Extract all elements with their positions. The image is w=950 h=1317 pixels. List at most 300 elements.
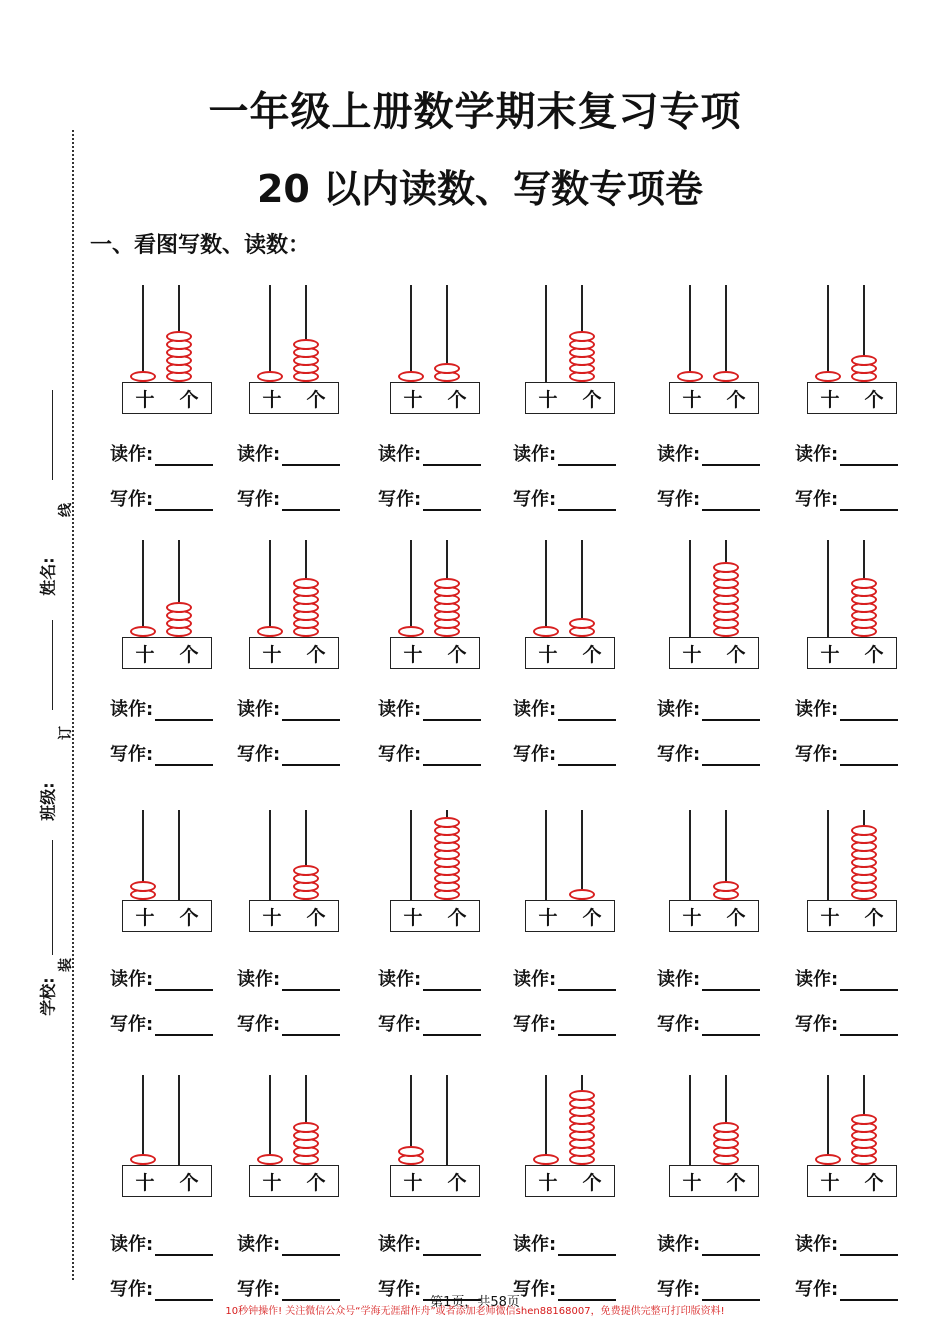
write-label: 写作: (378, 1279, 422, 1300)
abacus-item (237, 1075, 355, 1315)
ones-label: 个 (306, 643, 326, 666)
read-answer-blank[interactable] (840, 701, 898, 721)
read-line (795, 965, 898, 991)
write-answer-blank[interactable] (840, 491, 898, 511)
abacus (657, 810, 775, 950)
read-label: 读作: (513, 699, 557, 720)
abacus-item (378, 810, 496, 1050)
tens-label: 十 (682, 906, 702, 929)
tens-rod (689, 1075, 691, 1165)
write-answer-blank[interactable] (423, 1016, 481, 1036)
write-answer-blank[interactable] (155, 491, 213, 511)
ones-rod (725, 285, 727, 382)
read-answer-blank[interactable] (155, 971, 213, 991)
write-answer-blank[interactable] (558, 746, 616, 766)
ones-rod (178, 1075, 180, 1165)
ones-bead (166, 331, 192, 342)
ones-label: 个 (726, 388, 746, 411)
tens-label: 十 (820, 643, 840, 666)
abacus (378, 540, 496, 680)
read-answer-blank[interactable] (702, 701, 760, 721)
abacus (237, 285, 355, 425)
ones-bead (293, 578, 319, 589)
abacus-frame (525, 900, 615, 932)
tens-bead (130, 1154, 156, 1165)
read-label: 读作: (378, 969, 422, 990)
tens-label: 十 (538, 643, 558, 666)
ones-label: 个 (306, 906, 326, 929)
ones-label: 个 (179, 643, 199, 666)
section-heading: 一、看图写数、读数： (90, 232, 311, 258)
tens-label: 十 (538, 1171, 558, 1194)
tens-bead (257, 626, 283, 637)
abacus (513, 540, 631, 680)
abacus-frame (390, 900, 480, 932)
write-label: 写作: (513, 744, 557, 765)
read-line (513, 440, 616, 466)
abacus (795, 540, 913, 680)
ones-bead (851, 578, 877, 589)
tens-rod (269, 285, 271, 382)
abacus (378, 810, 496, 950)
name-label: 姓名: (38, 557, 58, 596)
ones-bead (851, 825, 877, 836)
tens-rod (410, 810, 412, 900)
tens-rod (269, 540, 271, 637)
read-label: 读作: (657, 1234, 701, 1255)
ones-bead (569, 618, 595, 629)
abacus-item (237, 285, 355, 525)
abacus-item (513, 540, 631, 780)
tens-label: 十 (135, 643, 155, 666)
read-answer-blank[interactable] (558, 971, 616, 991)
class-blank-line (52, 840, 53, 955)
ones-bead (434, 363, 460, 374)
ones-label: 个 (447, 643, 467, 666)
write-line (513, 740, 616, 766)
tens-rod (689, 285, 691, 382)
read-label: 读作: (110, 969, 154, 990)
abacus (237, 540, 355, 680)
read-answer-blank[interactable] (702, 971, 760, 991)
tens-rod (689, 810, 691, 900)
promo-notice: 10秒钟操作! 关注微信公众号“学海无涯甜作舟”或者添加老师微信shen88168007，免费提供完整可打印版资料! (225, 1306, 725, 1317)
read-label: 读作: (378, 699, 422, 720)
read-answer-blank[interactable] (702, 1236, 760, 1256)
abacus-item (110, 540, 228, 780)
write-label: 写作: (657, 1279, 701, 1300)
read-answer-blank[interactable] (840, 446, 898, 466)
read-line (513, 965, 616, 991)
write-answer-blank[interactable] (702, 1016, 760, 1036)
abacus-frame (122, 900, 212, 932)
ones-bead (713, 562, 739, 573)
write-label: 写作: (795, 1279, 839, 1300)
write-line (110, 485, 213, 511)
tens-label: 十 (403, 1171, 423, 1194)
abacus-frame (525, 1165, 615, 1197)
ones-label: 个 (864, 906, 884, 929)
abacus-frame (669, 1165, 759, 1197)
page-title: 一年级上册数学期末复习专项 (208, 88, 742, 135)
read-label: 读作: (657, 444, 701, 465)
read-line (378, 1230, 481, 1256)
write-line (795, 740, 898, 766)
tens-bead (130, 626, 156, 637)
write-line (110, 740, 213, 766)
read-answer-blank[interactable] (282, 971, 340, 991)
write-line (795, 485, 898, 511)
read-answer-blank[interactable] (282, 701, 340, 721)
write-label: 写作: (378, 744, 422, 765)
read-line (657, 440, 760, 466)
abacus-frame (249, 900, 339, 932)
read-line (657, 695, 760, 721)
ones-label: 个 (726, 1171, 746, 1194)
read-line (378, 440, 481, 466)
ones-bead (851, 355, 877, 366)
ones-label: 个 (179, 388, 199, 411)
read-answer-blank[interactable] (558, 446, 616, 466)
abacus (237, 1075, 355, 1215)
write-line (237, 740, 340, 766)
read-line (110, 1230, 213, 1256)
abacus (513, 1075, 631, 1215)
read-line (795, 1230, 898, 1256)
write-label: 写作: (795, 1014, 839, 1035)
abacus-frame (807, 900, 897, 932)
read-label: 读作: (237, 699, 281, 720)
tens-rod (827, 1075, 829, 1165)
read-answer-blank[interactable] (702, 446, 760, 466)
write-label: 写作: (513, 1014, 557, 1035)
write-label: 写作: (110, 744, 154, 765)
write-line (110, 1010, 213, 1036)
read-line (110, 695, 213, 721)
read-answer-blank[interactable] (155, 446, 213, 466)
read-answer-blank[interactable] (558, 1236, 616, 1256)
abacus-frame (807, 382, 897, 414)
abacus-frame (525, 637, 615, 669)
abacus-item (795, 810, 913, 1050)
tens-label: 十 (403, 388, 423, 411)
ones-bead (713, 881, 739, 892)
tens-rod (410, 285, 412, 382)
abacus (110, 810, 228, 950)
tens-rod (827, 810, 829, 900)
read-answer-blank[interactable] (155, 1236, 213, 1256)
tens-label: 十 (820, 388, 840, 411)
abacus (795, 285, 913, 425)
ones-label: 个 (582, 388, 602, 411)
tens-rod (142, 540, 144, 637)
tens-rod (142, 1075, 144, 1165)
write-answer-blank[interactable] (558, 491, 616, 511)
ones-label: 个 (726, 643, 746, 666)
read-line (513, 1230, 616, 1256)
ones-label: 个 (306, 388, 326, 411)
read-line (657, 1230, 760, 1256)
write-label: 写作: (657, 489, 701, 510)
ones-bead (713, 371, 739, 382)
tens-bead (398, 1146, 424, 1157)
read-line (657, 965, 760, 991)
write-line (378, 1010, 481, 1036)
write-answer-blank[interactable] (282, 746, 340, 766)
write-line (657, 740, 760, 766)
read-line (513, 695, 616, 721)
tens-rod (545, 1075, 547, 1165)
read-answer-blank[interactable] (423, 446, 481, 466)
read-label: 读作: (795, 969, 839, 990)
tens-bead (815, 371, 841, 382)
read-line (795, 695, 898, 721)
tens-bead (257, 371, 283, 382)
school-label: 学校: (38, 977, 58, 1016)
abacus (795, 1075, 913, 1215)
ones-bead (166, 602, 192, 613)
write-answer-blank[interactable] (702, 491, 760, 511)
read-label: 读作: (110, 444, 154, 465)
write-answer-blank[interactable] (155, 746, 213, 766)
ones-bead (293, 865, 319, 876)
read-line (378, 695, 481, 721)
read-label: 读作: (657, 699, 701, 720)
abacus-frame (390, 382, 480, 414)
abacus-frame (122, 382, 212, 414)
abacus (657, 1075, 775, 1215)
page-footer: 第1页，共58页 (430, 1295, 520, 1310)
tens-bead (815, 1154, 841, 1165)
write-line (237, 1010, 340, 1036)
abacus-frame (807, 637, 897, 669)
abacus-frame (390, 637, 480, 669)
abacus (110, 285, 228, 425)
tens-label: 十 (682, 643, 702, 666)
read-label: 读作: (657, 969, 701, 990)
read-answer-blank[interactable] (558, 701, 616, 721)
abacus-frame (669, 382, 759, 414)
write-label: 写作: (513, 1279, 557, 1300)
read-answer-blank[interactable] (282, 1236, 340, 1256)
read-line (237, 965, 340, 991)
read-label: 读作: (237, 969, 281, 990)
read-line (378, 965, 481, 991)
abacus-frame (807, 1165, 897, 1197)
read-label: 读作: (110, 699, 154, 720)
abacus-item (378, 1075, 496, 1315)
write-label: 写作: (795, 744, 839, 765)
read-answer-blank[interactable] (155, 701, 213, 721)
tens-label: 十 (262, 388, 282, 411)
tens-rod (269, 1075, 271, 1165)
write-answer-blank[interactable] (423, 491, 481, 511)
ones-bead (851, 1114, 877, 1125)
abacus-frame (249, 382, 339, 414)
abacus-frame (249, 1165, 339, 1197)
ones-rod (178, 810, 180, 900)
write-label: 写作: (237, 1014, 281, 1035)
abacus-frame (669, 637, 759, 669)
ones-label: 个 (582, 906, 602, 929)
tens-bead (257, 1154, 283, 1165)
tens-label: 十 (538, 388, 558, 411)
abacus-item (795, 1075, 913, 1315)
tens-label: 十 (262, 643, 282, 666)
write-line (513, 1010, 616, 1036)
ones-label: 个 (306, 1171, 326, 1194)
write-label: 写作: (378, 489, 422, 510)
abacus (237, 810, 355, 950)
read-label: 读作: (378, 444, 422, 465)
read-answer-blank[interactable] (840, 1236, 898, 1256)
tens-label: 十 (403, 643, 423, 666)
read-answer-blank[interactable] (282, 446, 340, 466)
page-subtitle: 20 以内读数、写数专项卷 (256, 167, 704, 211)
write-answer-blank[interactable] (840, 746, 898, 766)
abacus-item (657, 810, 775, 1050)
abacus-frame (669, 900, 759, 932)
tens-bead (130, 371, 156, 382)
tens-rod (689, 540, 691, 637)
write-line (513, 485, 616, 511)
read-label: 读作: (513, 969, 557, 990)
write-label: 写作: (110, 1014, 154, 1035)
write-label: 写作: (237, 489, 281, 510)
read-label: 读作: (237, 1234, 281, 1255)
tens-label: 十 (262, 906, 282, 929)
read-line (237, 1230, 340, 1256)
class-label: 班级: (38, 782, 58, 821)
abacus-item (110, 810, 228, 1050)
write-answer-blank[interactable] (155, 1016, 213, 1036)
name-line (52, 390, 53, 480)
tens-rod (545, 540, 547, 637)
tens-rod (545, 285, 547, 382)
write-label: 写作: (237, 744, 281, 765)
tens-rod (410, 540, 412, 637)
abacus (513, 810, 631, 950)
write-answer-blank[interactable] (702, 746, 760, 766)
read-label: 读作: (110, 1234, 154, 1255)
write-answer-blank[interactable] (840, 1016, 898, 1036)
abacus-item (795, 285, 913, 525)
write-label: 写作: (110, 1279, 154, 1300)
abacus-item (513, 285, 631, 525)
ones-bead (713, 1122, 739, 1133)
write-label: 写作: (657, 744, 701, 765)
tens-label: 十 (262, 1171, 282, 1194)
abacus (795, 810, 913, 950)
abacus-item (795, 540, 913, 780)
write-answer-blank[interactable] (558, 1016, 616, 1036)
read-line (237, 695, 340, 721)
write-answer-blank[interactable] (282, 491, 340, 511)
ones-label: 个 (864, 643, 884, 666)
abacus (110, 1075, 228, 1215)
tens-bead (398, 371, 424, 382)
write-label: 写作: (237, 1279, 281, 1300)
write-label: 写作: (795, 489, 839, 510)
tens-label: 十 (538, 906, 558, 929)
abacus-item (657, 540, 775, 780)
write-label: 写作: (378, 1014, 422, 1035)
abacus (657, 540, 775, 680)
write-line (237, 485, 340, 511)
abacus-frame (122, 637, 212, 669)
abacus (378, 285, 496, 425)
ones-label: 个 (582, 643, 602, 666)
tens-rod (142, 285, 144, 382)
write-answer-blank[interactable] (282, 1016, 340, 1036)
write-answer-blank[interactable] (423, 746, 481, 766)
ones-label: 个 (179, 1171, 199, 1194)
ones-label: 个 (864, 388, 884, 411)
read-answer-blank[interactable] (423, 1236, 481, 1256)
abacus-item (237, 540, 355, 780)
tens-rod (827, 540, 829, 637)
abacus-item (110, 285, 228, 525)
abacus (657, 285, 775, 425)
read-label: 读作: (795, 699, 839, 720)
read-label: 读作: (795, 1234, 839, 1255)
ones-label: 个 (447, 906, 467, 929)
tens-bead (677, 371, 703, 382)
ones-bead (569, 331, 595, 342)
abacus-item (110, 1075, 228, 1315)
binding-char-ding: 订 (58, 726, 74, 740)
tens-label: 十 (682, 1171, 702, 1194)
ones-rod (581, 810, 583, 900)
abacus-frame (525, 382, 615, 414)
abacus-item (378, 540, 496, 780)
ones-bead (434, 817, 460, 828)
tens-label: 十 (135, 906, 155, 929)
tens-bead (533, 1154, 559, 1165)
tens-label: 十 (820, 1171, 840, 1194)
ones-label: 个 (864, 1171, 884, 1194)
tens-bead (533, 626, 559, 637)
tens-rod (545, 810, 547, 900)
write-line (657, 1010, 760, 1036)
binding-char-zhuang: 装 (58, 958, 74, 972)
abacus-item (237, 810, 355, 1050)
read-label: 读作: (378, 1234, 422, 1255)
ones-bead (569, 1090, 595, 1101)
tens-bead (398, 626, 424, 637)
read-line (110, 965, 213, 991)
tens-rod (827, 285, 829, 382)
abacus (110, 540, 228, 680)
ones-label: 个 (447, 388, 467, 411)
tens-label: 十 (403, 906, 423, 929)
name-blank-line (52, 620, 53, 710)
abacus-item (378, 285, 496, 525)
write-label: 写作: (110, 489, 154, 510)
ones-label: 个 (179, 906, 199, 929)
write-line (378, 740, 481, 766)
read-answer-blank[interactable] (423, 701, 481, 721)
read-line (237, 440, 340, 466)
abacus-frame (249, 637, 339, 669)
ones-label: 个 (726, 906, 746, 929)
read-label: 读作: (795, 444, 839, 465)
tens-label: 十 (820, 906, 840, 929)
read-answer-blank[interactable] (840, 971, 898, 991)
read-answer-blank[interactable] (423, 971, 481, 991)
write-line (378, 485, 481, 511)
read-label: 读作: (513, 444, 557, 465)
